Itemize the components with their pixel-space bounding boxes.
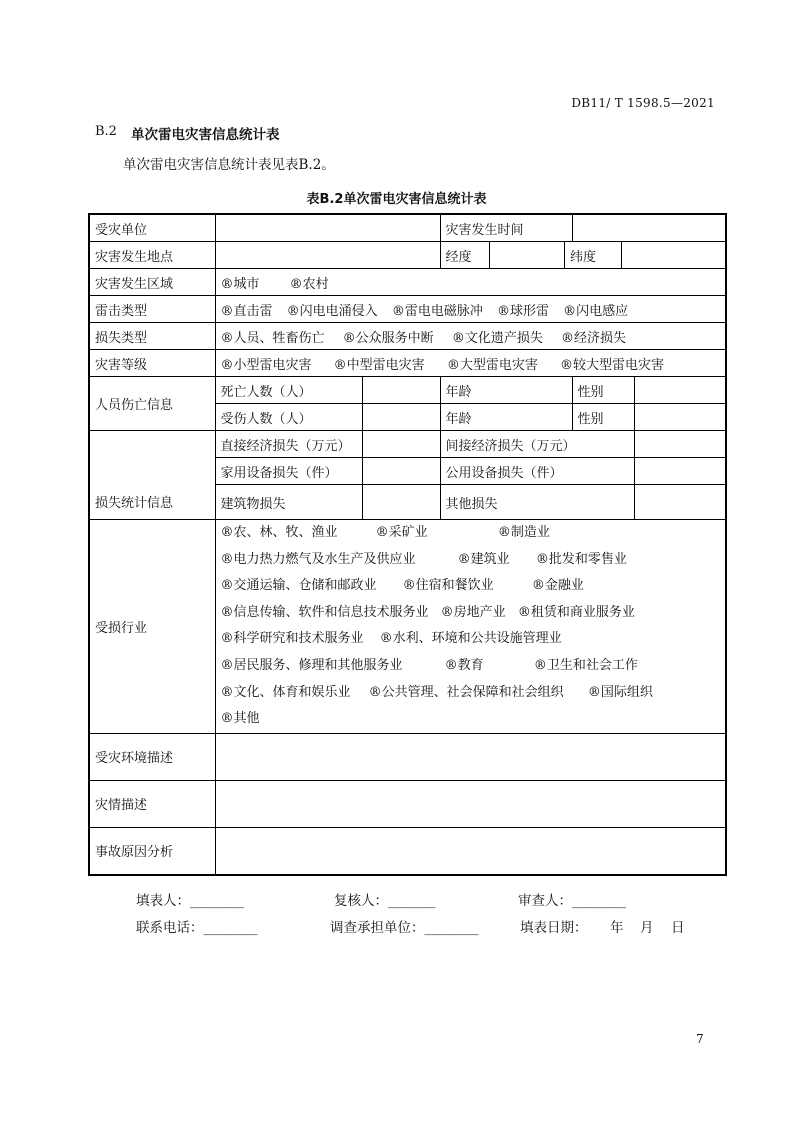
checkbox-icon: ® [220, 604, 234, 620]
table-row [89, 242, 726, 269]
direct-loss-value[interactable] [362, 431, 440, 458]
table-row [89, 323, 726, 350]
checkbox-icon: ® [533, 657, 547, 673]
section-intro: 单次雷电灾害信息统计表见表B.2。 [123, 157, 335, 173]
checkbox-option[interactable]: ®文化遗产损失 [451, 330, 543, 346]
loss-stats-label: 损失统计信息 [89, 431, 215, 520]
public-loss-label: 公用设备损失（件） [440, 458, 634, 485]
industry-label: 受损行业 [89, 520, 215, 734]
checkbox-icon: ® [587, 684, 601, 700]
other-loss-value[interactable] [634, 485, 726, 520]
industry-line [221, 653, 721, 680]
table-row [89, 827, 726, 875]
checkbox-option[interactable]: ®农、林、牧、渔业 [220, 525, 338, 540]
checkbox-icon: ® [220, 525, 234, 540]
loss-type-label: 损失类型 [89, 323, 215, 350]
date-day[interactable]: 日 [671, 920, 685, 936]
table-row [89, 780, 726, 827]
checkbox-option[interactable]: ®采矿业 [375, 525, 428, 540]
checkbox-option[interactable]: ®闪电感应 [563, 303, 629, 319]
checkbox-option[interactable]: ®教育 [444, 657, 484, 673]
longitude-value[interactable] [490, 242, 565, 268]
industry-line [221, 600, 721, 627]
section-title: 单次雷电灾害信息统计表 [131, 127, 280, 143]
page-number: 7 [696, 1032, 704, 1046]
checkbox-icon: ® [535, 551, 549, 567]
checkbox-option[interactable]: ®卫生和社会工作 [533, 657, 638, 673]
industry-line [221, 706, 721, 733]
checkbox-icon: ® [517, 604, 531, 620]
industry-line [221, 520, 721, 547]
strike-type-label: 雷击类型 [89, 296, 215, 323]
checkbox-icon: ® [220, 657, 234, 673]
casualty-label: 人员伤亡信息 [89, 377, 215, 431]
checkbox-icon: ® [444, 657, 458, 673]
checkbox-icon: ® [391, 303, 405, 319]
checkbox-option[interactable]: ®经济损失 [560, 330, 626, 346]
checkbox-icon: ® [220, 276, 234, 292]
table-row [89, 296, 726, 323]
checkbox-icon: ® [220, 711, 234, 727]
latitude-label: 纬度 [565, 242, 622, 268]
standard-code: DB11/ T 1598.5—2021 [571, 96, 715, 110]
checkbox-icon: ® [451, 330, 465, 346]
latitude-value[interactable] [622, 242, 726, 268]
checkbox-icon: ® [497, 525, 511, 540]
direct-loss-label: 直接经济损失（万元） [215, 431, 362, 458]
checkbox-option[interactable]: ®建筑业 [457, 551, 510, 567]
checkbox-option[interactable]: ®居民服务、修理和其他服务业 [220, 657, 403, 673]
checkbox-icon: ® [220, 357, 234, 373]
description-value[interactable] [215, 780, 726, 827]
filler-field[interactable]: 填表人：________ [136, 893, 244, 909]
checkbox-option[interactable]: ®文化、体育和娱乐业 [220, 684, 351, 700]
checkbox-icon: ® [531, 578, 545, 594]
checkbox-option[interactable]: ®雷电电磁脉冲 [391, 303, 483, 319]
checkbox-icon: ® [446, 357, 460, 373]
checkbox-option[interactable]: ®中型雷电灾害 [333, 357, 425, 373]
longitude-label: 经度 [441, 242, 490, 268]
checkbox-icon: ® [559, 357, 573, 373]
unit-field[interactable]: 调查承担单位：________ [330, 920, 479, 936]
table-row [89, 214, 726, 242]
checkbox-icon: ® [457, 551, 471, 567]
checkbox-icon: ® [220, 551, 234, 567]
strike-type-options [215, 296, 726, 323]
checkbox-option[interactable]: ®公共管理、社会保障和社会组织 [368, 684, 564, 700]
checkbox-option[interactable]: ®信息传输、软件和信息技术服务业 [220, 604, 429, 620]
checkbox-option[interactable]: ®住宿和餐饮业 [402, 578, 494, 594]
date-label: 填表日期： [520, 920, 588, 936]
industry-line [221, 547, 721, 574]
checkbox-option[interactable]: ®交通运输、仓储和邮政业 [220, 578, 377, 594]
other-loss-label: 其他损失 [440, 485, 634, 520]
coordinate-cell [440, 242, 726, 269]
victim-unit-label: 受灾单位 [89, 214, 215, 242]
industry-line [221, 680, 721, 707]
checkbox-option[interactable]: ®批发和零售业 [535, 551, 627, 567]
checkbox-option[interactable]: ®国际组织 [587, 684, 653, 700]
checkbox-icon: ® [220, 684, 234, 700]
table-row [89, 350, 726, 377]
area-label: 灾害发生区域 [89, 269, 215, 296]
checkbox-option[interactable]: ®人员、牲畜伤亡 [220, 330, 325, 346]
injuries-value[interactable] [362, 404, 440, 431]
checkbox-icon: ® [402, 578, 416, 594]
checkbox-icon: ® [220, 303, 234, 319]
industry-options [215, 520, 726, 734]
caption-title: 单次雷电灾害信息统计表 [343, 192, 487, 207]
injuries-gender-label: 性别 [572, 404, 634, 431]
checkbox-icon: ® [220, 330, 234, 346]
lightning-disaster-table [88, 213, 727, 876]
injuries-label: 受伤人数（人） [215, 404, 362, 431]
cause-value[interactable] [215, 827, 726, 875]
checkbox-icon: ® [379, 631, 393, 647]
deaths-label: 死亡人数（人） [215, 377, 362, 404]
checkbox-icon: ® [342, 330, 356, 346]
industry-line [221, 573, 721, 600]
reviewer-field[interactable]: 复核人：_______ [334, 893, 436, 909]
cause-label: 事故原因分析 [89, 827, 215, 875]
checkbox-option[interactable]: ®其他 [220, 711, 260, 727]
indirect-loss-label: 间接经济损失（万元） [440, 431, 634, 458]
date-year[interactable]: 年 [610, 920, 624, 936]
checkbox-option[interactable]: ®水利、环境和公共设施管理业 [379, 631, 562, 647]
auditor-field[interactable]: 审查人：________ [518, 893, 626, 909]
building-loss-value[interactable] [362, 485, 440, 520]
deaths-gender-value[interactable] [634, 377, 726, 404]
disaster-time-label: 灾害发生时间 [440, 214, 572, 242]
table-row [89, 733, 726, 780]
checkbox-option[interactable]: ®大型雷电灾害 [446, 357, 538, 373]
date-month[interactable]: 月 [640, 920, 654, 936]
checkbox-option[interactable]: ®较大型雷电灾害 [559, 357, 664, 373]
household-loss-label: 家用设备损失（件） [215, 458, 362, 485]
table-row [89, 520, 726, 734]
checkbox-option[interactable]: ®租赁和商业服务业 [517, 604, 635, 620]
checkbox-icon: ® [560, 330, 574, 346]
deaths-gender-label: 性别 [572, 377, 634, 404]
caption-prefix: 表 [306, 192, 320, 207]
victim-unit-value[interactable] [215, 214, 440, 242]
caption-number: B.2 [319, 192, 344, 207]
environment-value[interactable] [215, 733, 726, 780]
checkbox-icon: ® [440, 604, 454, 620]
checkbox-option[interactable]: ®闪电电涌侵入 [286, 303, 378, 319]
checkbox-option[interactable]: ®直击雷 [220, 303, 273, 319]
checkbox-icon: ® [220, 578, 234, 594]
building-loss-label: 建筑物损失 [215, 485, 362, 520]
checkbox-option[interactable]: ®城市 [220, 276, 260, 292]
household-loss-value[interactable] [362, 458, 440, 485]
checkbox-option[interactable]: ®科学研究和技术服务业 [220, 631, 364, 647]
industry-line [221, 626, 721, 653]
checkbox-icon: ® [333, 357, 347, 373]
checkbox-icon: ® [368, 684, 382, 700]
area-options [215, 269, 726, 296]
checkbox-option[interactable]: ®公众服务中断 [342, 330, 434, 346]
deaths-age-label: 年龄 [440, 377, 572, 404]
checkbox-option[interactable]: ®制造业 [497, 525, 550, 540]
injuries-age-label: 年龄 [440, 404, 572, 431]
environment-label: 受灾环境描述 [89, 733, 215, 780]
checkbox-icon: ® [563, 303, 577, 319]
grade-options [215, 350, 726, 377]
checkbox-option[interactable]: ®球形雷 [496, 303, 549, 319]
checkbox-icon: ® [286, 303, 300, 319]
indirect-loss-value[interactable] [634, 431, 726, 458]
public-loss-value[interactable] [634, 458, 726, 485]
disaster-location-label: 灾害发生地点 [89, 242, 215, 269]
table-row [89, 431, 726, 458]
checkbox-option[interactable]: ®电力热力燃气及水生产及供应业 [220, 551, 416, 567]
checkbox-option[interactable]: ®农村 [289, 276, 329, 292]
checkbox-icon: ® [496, 303, 510, 319]
table-row [89, 269, 726, 296]
disaster-location-value[interactable] [215, 242, 440, 269]
checkbox-option[interactable]: ®小型雷电灾害 [220, 357, 312, 373]
checkbox-option[interactable]: ®房地产业 [440, 604, 506, 620]
table-row [89, 377, 726, 404]
table-caption [0, 188, 793, 207]
deaths-value[interactable] [362, 377, 440, 404]
disaster-time-value[interactable] [572, 214, 726, 242]
description-label: 灾情描述 [89, 780, 215, 827]
grade-label: 灾害等级 [89, 350, 215, 377]
coordinate-subtable [441, 242, 726, 268]
section-number: B.2 [95, 124, 117, 139]
injuries-gender-value[interactable] [634, 404, 726, 431]
checkbox-icon: ® [289, 276, 303, 292]
phone-field[interactable]: 联系电话：________ [136, 920, 258, 936]
checkbox-icon: ® [375, 525, 389, 540]
checkbox-option[interactable]: ®金融业 [531, 578, 584, 594]
checkbox-icon: ® [220, 631, 234, 647]
loss-type-options [215, 323, 726, 350]
